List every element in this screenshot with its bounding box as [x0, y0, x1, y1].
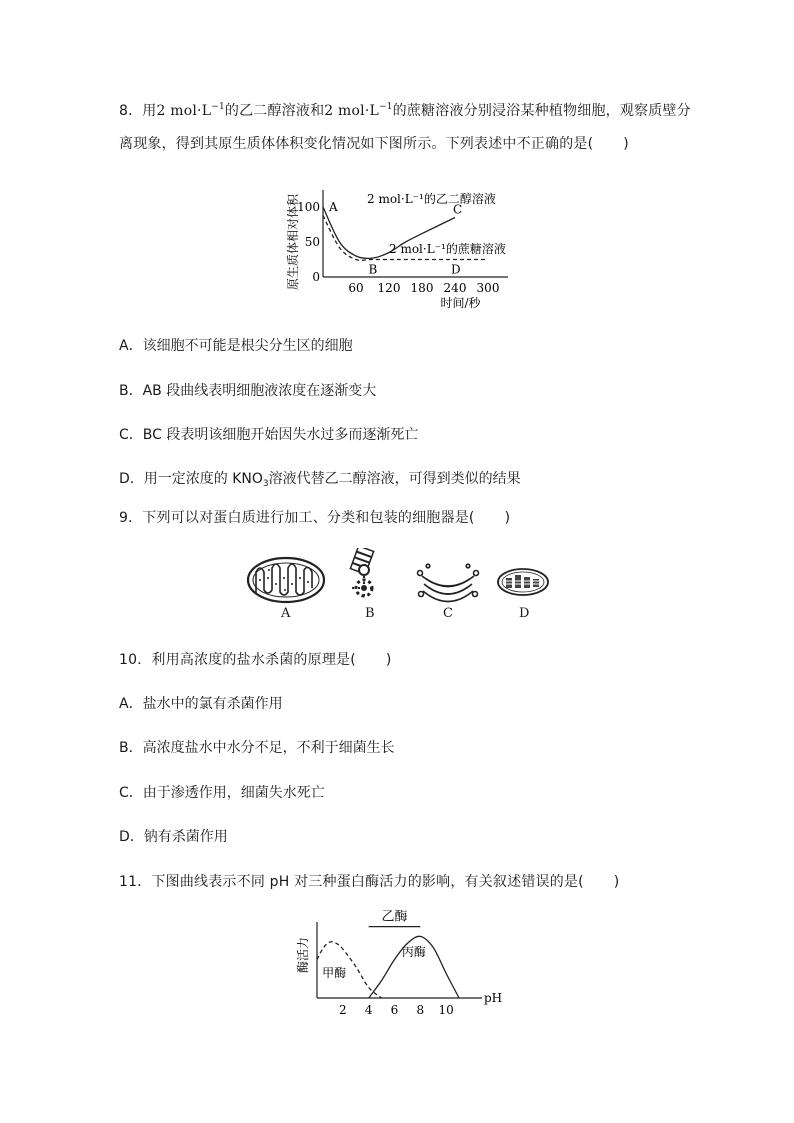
q8-option-d: D．用一定浓度的 $KNO_3$溶液代替乙二醇溶液，可得到类似的结果 [119, 471, 521, 489]
x-tick-label: 240 [443, 281, 467, 295]
q10-stem: 10．利用高浓度的盐水杀菌的原理是( ) [119, 652, 392, 668]
x-tick-label: 8 [416, 1003, 425, 1017]
q10-option-b: B．高浓度盐水中水分不足，不利于细菌生长 [119, 740, 395, 756]
q8-option-c: C．BC 段表明该细胞开始因失水过多而逐渐死亡 [119, 427, 419, 443]
y-axis-label: 原生质体相对体积 [286, 193, 300, 291]
chloroplast-icon [498, 569, 548, 595]
q10-option-d: D．钠有杀菌作用 [119, 829, 228, 845]
organelle-figure [240, 548, 560, 608]
point-label-a: A [329, 200, 338, 214]
series-label-jia: 甲酶 [322, 966, 347, 980]
y-tick-label: 100 [297, 200, 320, 214]
y-tick-label: 50 [304, 235, 320, 249]
q10-option-c: C．由于渗透作用，细菌失水死亡 [119, 785, 325, 801]
point-label-b: B [368, 262, 378, 277]
x-tick-label: 10 [438, 1003, 454, 1017]
point-label-d: D [451, 262, 461, 277]
series-label-bing: 丙酶 [401, 945, 426, 959]
q11-enzyme-chart [295, 910, 515, 1020]
series-label-ethylene-glycol: 2 mol·L⁻¹的乙二醇溶液 [367, 192, 496, 206]
q8-stem-line1: 8．用2 $mol\cdot L^{-1}$的乙二醇溶液和2 $mol\cdot L^{-1}$的蔗糖溶液分别浸浴某种植物细胞，观察质壁分 [119, 102, 691, 119]
series-label-yi: 乙酶 [381, 910, 408, 925]
organelle-label-a: A [281, 606, 291, 621]
q8-option-a: A．该细胞不可能是根尖分生区的细胞 [119, 338, 353, 354]
point-label-c: C [453, 202, 463, 217]
q10-option-a: A．盐水中的氯有杀菌作用 [119, 696, 283, 712]
mitochondrion-icon [248, 558, 324, 602]
x-tick-label: 60 [348, 281, 364, 295]
x-tick-label: 2 [339, 1003, 347, 1017]
x-tick-label: 6 [390, 1003, 399, 1017]
organelle-label-c: C [443, 606, 453, 621]
q8-volume-chart [285, 182, 520, 312]
golgi-apparatus-icon [418, 564, 479, 601]
y-axis-label: 酶活力 [296, 936, 310, 974]
x-axis-label: pH [484, 991, 503, 1005]
x-tick-label: 120 [377, 281, 401, 295]
q9-stem: 9．下列可以对蛋白质进行加工、分类和包装的细胞器是( ) [119, 510, 511, 526]
series-label-sucrose: 2 mol·L⁻¹的蔗糖溶液 [389, 242, 506, 256]
concentration-1: 2 $mol\cdot L^{-1}$ [156, 102, 225, 119]
q8-stem-line2: 离现象，得到其原生质体体积变化情况如下图所示。下列表述中不正确的是( ) [119, 136, 629, 152]
organelle-label-d: D [519, 606, 530, 621]
y-tick-label: 0 [312, 270, 320, 284]
q11-stem: 11．下图曲线表示不同 pH 对三种蛋白酶活力的影响，有关叙述错误的是( ) [119, 874, 620, 890]
centrosome-icon [350, 548, 376, 600]
concentration-2: 2 $mol\cdot L^{-1}$ [324, 102, 393, 119]
x-tick-label: 4 [364, 1003, 373, 1017]
q8-option-b: B．AB 段曲线表明细胞液浓度在逐渐变大 [119, 383, 377, 399]
x-tick-label: 300 [476, 281, 500, 295]
organelle-label-b: B [365, 606, 375, 621]
x-tick-label: 180 [410, 281, 434, 295]
x-axis-label: 时间/秒 [440, 296, 481, 310]
